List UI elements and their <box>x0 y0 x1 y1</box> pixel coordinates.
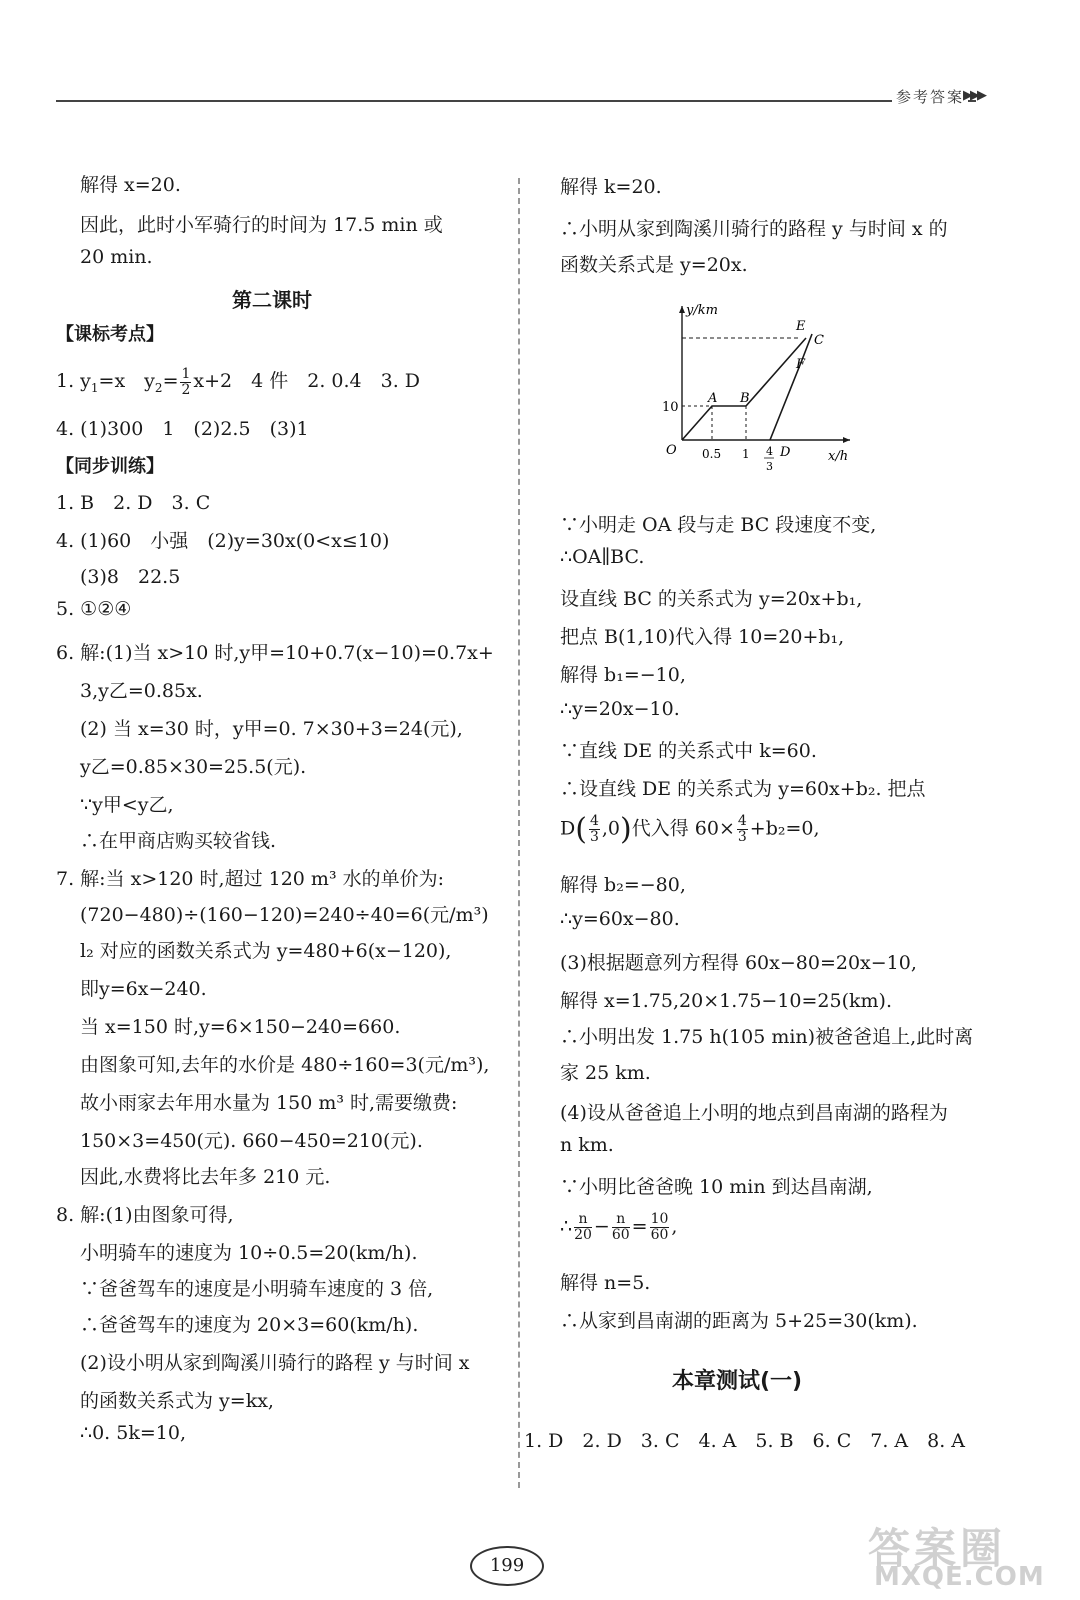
text-line: ∴小明从家到陶溪川骑行的路程 y 与时间 x 的 <box>560 218 948 240</box>
text-line: ∵直线 DE 的关系式中 k=60. <box>560 740 817 762</box>
text-line: 的函数关系式为 y=kx, <box>80 1390 274 1412</box>
section-heading: 【课标考点】 <box>56 324 164 345</box>
text-line: 当 x=150 时,y=6×150−240=660. <box>80 1016 401 1038</box>
text-line: 解得 n=5. <box>560 1272 651 1294</box>
point-label: A <box>708 391 718 406</box>
text-line: 1. B 2. D 3. C <box>56 492 211 514</box>
text-line: 解得 k=20. <box>560 176 662 198</box>
y-axis-label: y/km <box>686 303 718 318</box>
watermark-text: 答案圈 <box>868 1524 1007 1573</box>
subscript: 2 <box>154 380 163 395</box>
text-line: 因此，此时小军骑行的时间为 17.5 min 或 <box>80 214 443 236</box>
chapter-title: 本章测试(一) <box>672 1369 803 1394</box>
text-line: 7. 解:当 x>120 时,超过 120 m³ 水的单价为: <box>56 868 445 890</box>
text-line: 150×3=450(元). 660−450=210(元). <box>80 1130 423 1152</box>
father-route-line <box>770 334 812 440</box>
text-line: ∵小明走 OA 段与走 BC 段速度不变, <box>560 514 877 536</box>
fraction-denominator: 3 <box>737 829 747 845</box>
text-line: ∵小明比爸爸晚 10 min 到达昌南湖, <box>560 1176 873 1198</box>
text-line: 4. (1)60 小强 (2)y=30x(0<x≤10) <box>56 530 390 552</box>
text-line: 1. D 2. D 3. C 4. A 5. B 6. C 7. A 8. A <box>524 1430 966 1452</box>
fraction <box>589 814 600 845</box>
text-fragment: +b₂=0, <box>749 817 820 840</box>
point-label: C <box>814 333 824 348</box>
x-tick-label: 1 <box>742 447 750 461</box>
distance-time-graph <box>660 298 860 488</box>
text-line: 小明骑车的速度为 10÷0.5=20(km/h). <box>80 1242 418 1264</box>
text-line: ∴从家到昌南湖的距离为 5+25=30(km). <box>560 1310 918 1332</box>
fraction-denominator: 2 <box>181 381 191 398</box>
point-label: B <box>740 391 750 406</box>
text-line: ∴y=20x−10. <box>560 698 680 720</box>
text-fragment: , <box>671 1215 678 1238</box>
text-line: 把点 B(1,10)代入得 10=20+b₁, <box>560 626 845 648</box>
text-fragment: 代入得 60× <box>631 817 735 840</box>
text-line: (3)根据题意列方程得 60x−80=20x−10, <box>560 952 917 974</box>
fraction-numerator: 4 <box>589 813 599 829</box>
text-fragment: ∴ <box>560 1215 573 1238</box>
fraction-numerator: 4 <box>737 813 747 829</box>
page-number: 199 <box>470 1546 544 1586</box>
text-line: ∴y=60x−80. <box>560 908 680 930</box>
text-line: 3,y乙=0.85x. <box>80 680 203 702</box>
text-line: (2) 当 x=30 时，y甲=0. 7×30+3=24(元), <box>80 718 463 740</box>
x-axis-arrow-icon <box>843 437 850 443</box>
lesson-title: 第二课时 <box>232 288 312 312</box>
point-label: F <box>796 357 806 372</box>
header-label: 参考答案 <box>892 86 968 107</box>
fraction-denominator: 60 <box>650 1227 669 1243</box>
text-line: ∴小明出发 1.75 h(105 min)被爸爸追上,此时离 <box>560 1026 974 1048</box>
text-line: ∴爸爸驾车的速度为 20×3=60(km/h). <box>80 1314 419 1336</box>
text-line: ∴OA∥BC. <box>560 546 645 568</box>
fraction-denominator: 20 <box>574 1227 592 1243</box>
fraction-numerator: 10 <box>650 1211 669 1227</box>
fraction-denominator: 3 <box>589 829 599 845</box>
text-fragment: = <box>631 1215 648 1238</box>
answer-line-point-d: D( $\frac{4}{3}$ ,0)代入得 60× $\frac{4}{3}$ +b₂=0, <box>560 812 820 847</box>
fraction <box>574 1212 592 1243</box>
y-tick-label: 10 <box>662 400 679 415</box>
text-line: 设直线 BC 的关系式为 y=20x+b₁, <box>560 588 863 610</box>
fraction-denominator: 60 <box>611 1227 630 1243</box>
origin-label: O <box>666 443 677 458</box>
text-line: (2)设小明从家到陶溪川骑行的路程 y 与时间 x <box>80 1352 470 1374</box>
text-line: 即y=6x−240. <box>80 978 207 1000</box>
text-line: ∴在甲商店购买较省钱. <box>80 830 277 852</box>
fraction-numerator: 1 <box>181 365 191 382</box>
fraction <box>612 1212 630 1243</box>
watermark-url: MXQE.COM <box>874 1562 1045 1592</box>
text-line: 家 25 km. <box>560 1062 651 1084</box>
section-heading: 【同步训练】 <box>56 456 164 477</box>
answer-line-fraction-equation <box>560 1212 677 1243</box>
point-label: E <box>796 319 806 334</box>
x-tick-fraction-den: 3 <box>766 460 773 473</box>
text-line: n km. <box>560 1134 614 1156</box>
text-fragment: 1. y <box>56 370 91 392</box>
fraction-numerator: n <box>612 1212 630 1228</box>
text-fragment: ,0 <box>601 817 621 840</box>
text-line: 4. (1)300 1 (2)2.5 (3)1 <box>56 418 309 440</box>
point-label: D <box>780 445 791 460</box>
text-fragment: D <box>560 817 576 840</box>
text-line: (3)8 22.5 <box>80 566 181 588</box>
text-line: 8. 解:(1)由图象可得, <box>56 1204 234 1226</box>
text-line: ∴0. 5k=10, <box>80 1422 186 1444</box>
text-line: y乙=0.85×30=25.5(元). <box>80 756 307 778</box>
column-divider <box>518 178 520 1488</box>
text-line: (720−480)÷(160−120)=240÷40=6(元/m³) <box>80 904 489 926</box>
x-tick-label: 0.5 <box>702 447 722 461</box>
fraction <box>180 367 191 398</box>
fraction-numerator: n <box>574 1212 592 1228</box>
text-line: 解得 x=1.75,20×1.75−10=25(km). <box>560 990 893 1012</box>
answer-line-1 <box>56 366 420 398</box>
header-rule <box>56 100 976 102</box>
text-line: 6. 解:(1)当 x>10 时,y甲=10+0.7(x−10)=0.7x+ <box>56 642 494 664</box>
text-fragment: − <box>593 1215 610 1238</box>
text-line: 函数关系式是 y=20x. <box>560 254 748 276</box>
text-line: 由图象可知,去年的水价是 480÷160=3(元/m³), <box>80 1054 490 1076</box>
fraction <box>650 1212 670 1243</box>
text-line: 解得 b₁=−10, <box>560 664 686 686</box>
text-line: 解得 x=20. <box>80 174 181 196</box>
text-line: 解得 b₂=−80, <box>560 874 686 896</box>
x-axis-label: x/h <box>828 449 849 464</box>
text-fragment: x+2 4 件 2. 0.4 3. D <box>193 370 421 392</box>
watermark <box>868 1516 1068 1596</box>
text-fragment: =x y <box>98 370 155 392</box>
text-line: 5. ①②④ <box>56 598 132 620</box>
text-line: 故小雨家去年用水量为 150 m³ 时,需要缴费: <box>80 1092 458 1114</box>
text-line: ∴设直线 DE 的关系式为 y=60x+b₂. 把点 <box>560 778 926 800</box>
text-fragment: = <box>162 370 179 392</box>
text-line: l₂ 对应的函数关系式为 y=480+6(x−120), <box>80 940 452 962</box>
y-axis-arrow-icon <box>679 306 685 313</box>
header-arrows-icon: ▶▶▶ <box>963 88 984 103</box>
x-tick-fraction-num: 4 <box>766 445 773 458</box>
text-line: ∵爸爸驾车的速度是小明骑车速度的 3 倍, <box>80 1278 434 1300</box>
text-line: 因此,水费将比去年多 210 元. <box>80 1166 331 1188</box>
xiaoming-route-line <box>682 338 806 440</box>
fraction <box>737 814 748 845</box>
text-line: 20 min. <box>80 246 153 268</box>
text-line: (4)设从爸爸追上小明的地点到昌南湖的路程为 <box>560 1102 948 1124</box>
text-line: ∵y甲<y乙, <box>80 794 174 816</box>
subscript: 1 <box>90 380 99 395</box>
